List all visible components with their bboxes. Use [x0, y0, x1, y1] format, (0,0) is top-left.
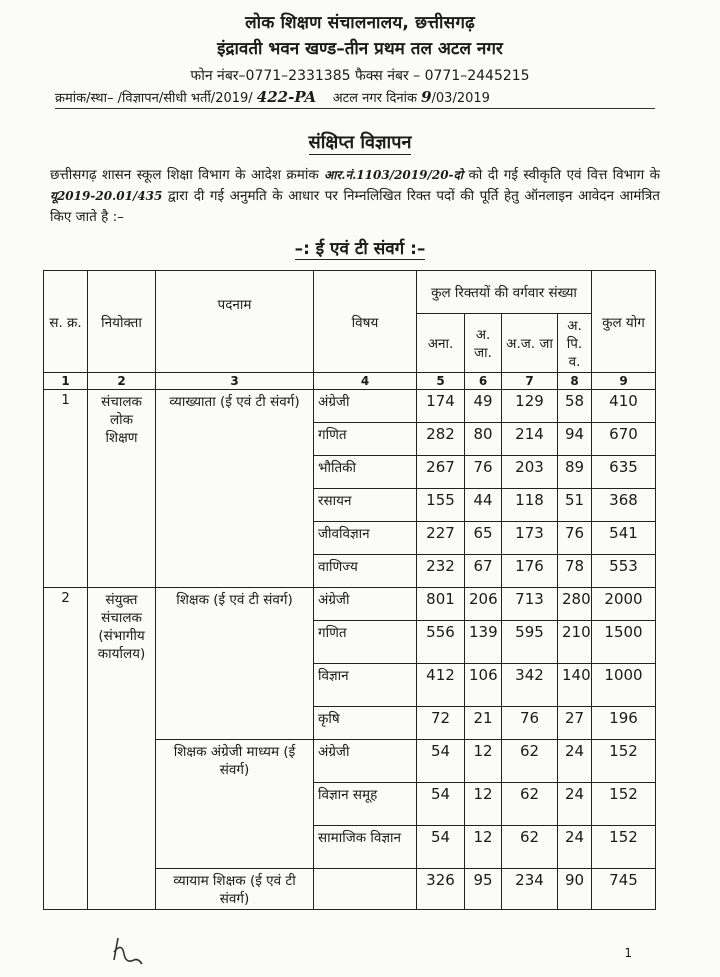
value-cell: 1500 — [592, 621, 656, 664]
value-cell: 58 — [558, 390, 592, 423]
value-cell: 410 — [592, 390, 656, 423]
col-total: कुल योग — [592, 271, 656, 373]
value-cell: 595 — [502, 621, 558, 664]
value-cell: 801 — [417, 588, 465, 621]
value-cell: 368 — [592, 489, 656, 522]
notice-title: संक्षिप्त विज्ञापन — [308, 132, 412, 153]
table-row — [44, 588, 656, 621]
post-cell: व्याख्याता (ई एवं टी संवर्ग) — [156, 390, 314, 588]
subject-cell — [314, 869, 417, 910]
value-cell: 670 — [592, 423, 656, 456]
office-name: लोक शिक्षण संचालनालय, छत्तीसगढ़ — [245, 13, 475, 33]
index-cell: 8 — [558, 373, 592, 390]
value-cell: 106 — [465, 664, 502, 707]
post-cell: व्यायाम शिक्षक (ई एवं टी संवर्ग) — [156, 869, 314, 910]
value-cell: 54 — [417, 783, 465, 826]
value-cell: 51 — [558, 489, 592, 522]
index-cell: 5 — [417, 373, 465, 390]
col-sno: स. क्र. — [44, 271, 88, 373]
subject-cell: अंग्रेजी — [314, 588, 417, 621]
subject-cell: विज्ञान — [314, 664, 417, 707]
subject-cell: गणित — [314, 423, 417, 456]
col-post: पदनाम — [156, 271, 314, 373]
notice-text-2: को दी गई स्वीकृति एवं वित्त विभाग के — [468, 167, 661, 183]
value-cell: 76 — [558, 522, 592, 555]
office-contact: फोन नंबर–0771–2331385 फैक्स नंबर – 0771–2445215 — [190, 68, 530, 84]
subject-cell: अंग्रेजी — [314, 390, 417, 423]
value-cell: 342 — [502, 664, 558, 707]
value-cell: 176 — [502, 555, 558, 588]
ref-date-rest: /03/2019 — [431, 91, 490, 106]
value-cell: 62 — [502, 783, 558, 826]
col-category-group: कुल रिक्तयों की वर्गवार संख्या — [417, 271, 592, 314]
value-cell: 62 — [502, 826, 558, 869]
value-cell: 203 — [502, 456, 558, 489]
value-cell: 326 — [417, 869, 465, 910]
post-cell: शिक्षक (ई एवं टी संवर्ग) — [156, 588, 314, 740]
value-cell: 713 — [502, 588, 558, 621]
value-cell: 174 — [417, 390, 465, 423]
subject-cell: कृषि — [314, 707, 417, 740]
ref-number: 422-PA — [256, 88, 317, 106]
value-cell: 210 — [558, 621, 592, 664]
value-cell: 12 — [465, 740, 502, 783]
value-cell: 54 — [417, 740, 465, 783]
col-subject: विषय — [314, 271, 417, 373]
value-cell: 214 — [502, 423, 558, 456]
value-cell: 12 — [465, 783, 502, 826]
ref-date-day: 9 — [421, 88, 432, 106]
value-cell: 76 — [465, 456, 502, 489]
value-cell: 412 — [417, 664, 465, 707]
value-cell: 80 — [465, 423, 502, 456]
index-cell: 9 — [592, 373, 656, 390]
value-cell: 89 — [558, 456, 592, 489]
value-cell: 72 — [417, 707, 465, 740]
value-cell: 44 — [465, 489, 502, 522]
col-appointing: नियोक्ता — [88, 271, 156, 373]
value-cell: 24 — [558, 783, 592, 826]
subject-cell: रसायन — [314, 489, 417, 522]
value-cell: 24 — [558, 740, 592, 783]
index-row — [44, 373, 656, 390]
value-cell: 94 — [558, 423, 592, 456]
value-cell: 267 — [417, 456, 465, 489]
value-cell: 21 — [465, 707, 502, 740]
value-cell: 556 — [417, 621, 465, 664]
order-number-handwritten: आर.नं.1103/2019/20-दो — [324, 168, 464, 182]
col-obc: अ. पि. व. — [558, 314, 592, 373]
reference-line — [55, 88, 655, 109]
value-cell: 152 — [592, 826, 656, 869]
value-cell: 1000 — [592, 664, 656, 707]
sno-cell: 1 — [44, 390, 88, 588]
ref-place-date-label: अटल नगर दिनांक — [332, 91, 417, 106]
finance-number-handwritten: यू2019-20.01/435 — [50, 189, 163, 203]
value-cell: 27 — [558, 707, 592, 740]
value-cell: 206 — [465, 588, 502, 621]
value-cell: 745 — [592, 869, 656, 910]
value-cell: 282 — [417, 423, 465, 456]
value-cell: 76 — [502, 707, 558, 740]
subject-cell: जीवविज्ञान — [314, 522, 417, 555]
col-sc: अ.ज. जा — [502, 314, 558, 373]
notice-title-wrap — [0, 130, 720, 154]
subject-cell: गणित — [314, 621, 417, 664]
appointing-cell: संचालक लोक शिक्षण — [88, 390, 156, 588]
value-cell: 129 — [502, 390, 558, 423]
signature-mark — [108, 930, 148, 970]
vacancy-table — [43, 270, 656, 910]
subject-cell: सामाजिक विज्ञान — [314, 826, 417, 869]
notice-text-1: छत्तीसगढ़ शासन स्कूल शिक्षा विभाग के आदेश क्रमांक — [50, 167, 319, 183]
ref-prefix: क्रमांक/स्था– /विज्ञापन/सीधी भर्ती/2019/ — [55, 91, 253, 106]
value-cell: 67 — [465, 555, 502, 588]
notice-paragraph — [50, 165, 660, 228]
cadre-heading: –: ई एवं टी संवर्ग :– — [294, 239, 426, 259]
value-cell: 635 — [592, 456, 656, 489]
vacancy-table-body — [44, 390, 656, 910]
value-cell: 234 — [502, 869, 558, 910]
value-cell: 78 — [558, 555, 592, 588]
sno-cell: 2 — [44, 588, 88, 910]
subject-cell: विज्ञान समूह — [314, 783, 417, 826]
value-cell: 280 — [558, 588, 592, 621]
value-cell: 62 — [502, 740, 558, 783]
value-cell: 196 — [592, 707, 656, 740]
value-cell: 54 — [417, 826, 465, 869]
value-cell: 152 — [592, 740, 656, 783]
value-cell: 173 — [502, 522, 558, 555]
index-cell: 6 — [465, 373, 502, 390]
value-cell: 90 — [558, 869, 592, 910]
col-unreserved: अना. — [417, 314, 465, 373]
value-cell: 12 — [465, 826, 502, 869]
header-row — [44, 271, 656, 314]
value-cell: 227 — [417, 522, 465, 555]
notice-text-3: द्वारा दी गई अनुमति के आधार पर निम्नलिखित रिक्त पदों की पूर्ति हेतु ऑनलाइन आवेदन आमंत्रित किए जाते है :– — [50, 188, 660, 225]
index-cell: 1 — [44, 373, 88, 390]
value-cell: 155 — [417, 489, 465, 522]
post-cell: शिक्षक अंग्रेजी माध्यम (ई संवर्ग) — [156, 740, 314, 869]
col-st: अ. जा. — [465, 314, 502, 373]
value-cell: 152 — [592, 783, 656, 826]
index-cell: 7 — [502, 373, 558, 390]
subject-cell: वाणिज्य — [314, 555, 417, 588]
value-cell: 541 — [592, 522, 656, 555]
table-row — [44, 390, 656, 423]
cadre-heading-wrap — [0, 236, 720, 259]
index-cell: 3 — [156, 373, 314, 390]
value-cell: 118 — [502, 489, 558, 522]
page-number: 1 — [624, 946, 632, 960]
value-cell: 232 — [417, 555, 465, 588]
appointing-cell: संयुक्त संचालक (संभागीय कार्यालय) — [88, 588, 156, 910]
index-cell: 2 — [88, 373, 156, 390]
office-address: इंद्रावती भवन खण्ड–तीन प्रथम तल अटल नगर — [217, 39, 503, 59]
value-cell: 140 — [558, 664, 592, 707]
value-cell: 24 — [558, 826, 592, 869]
index-cell: 4 — [314, 373, 417, 390]
value-cell: 49 — [465, 390, 502, 423]
value-cell: 139 — [465, 621, 502, 664]
value-cell: 2000 — [592, 588, 656, 621]
value-cell: 65 — [465, 522, 502, 555]
value-cell: 95 — [465, 869, 502, 910]
subject-cell: अंग्रेजी — [314, 740, 417, 783]
subject-cell: भौतिकी — [314, 456, 417, 489]
value-cell: 553 — [592, 555, 656, 588]
